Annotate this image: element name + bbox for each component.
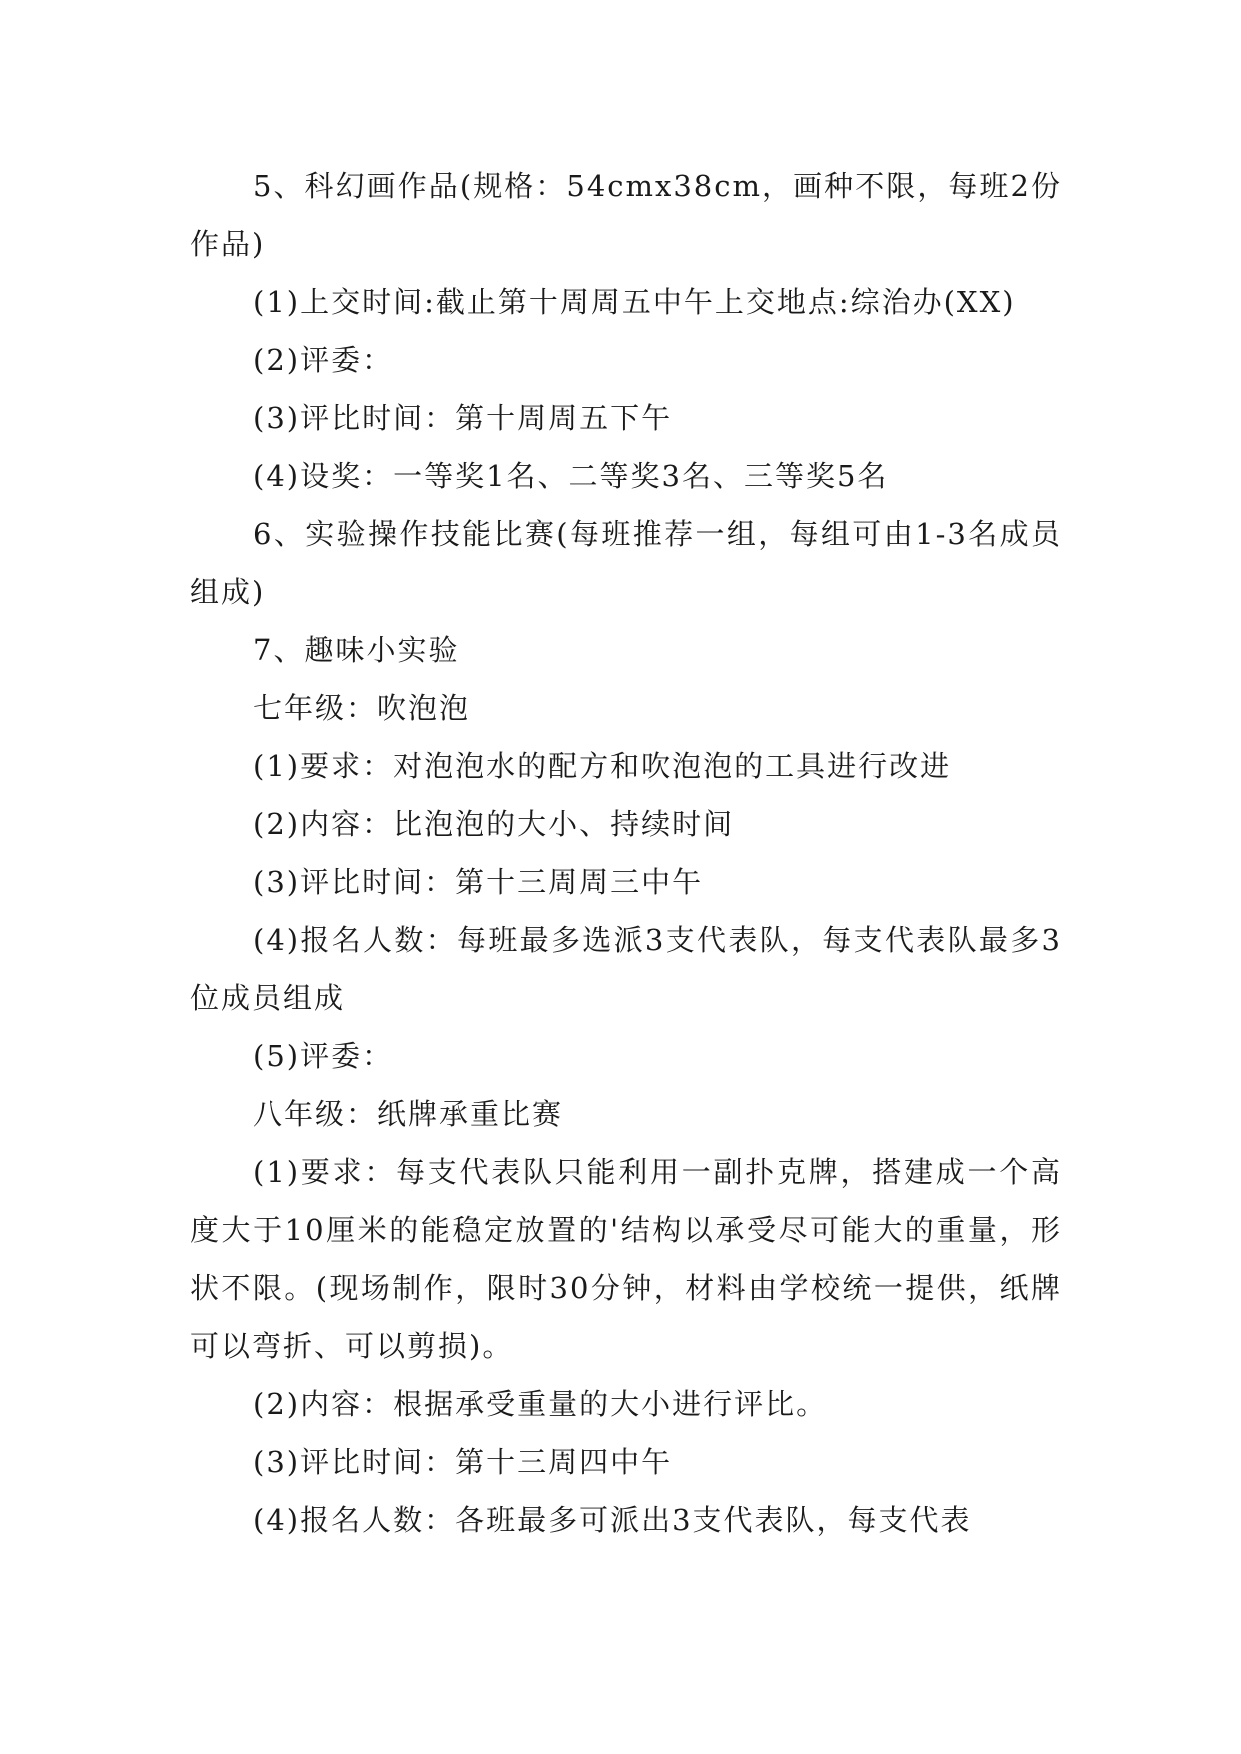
paragraph-grade-7-requirement: (1)要求：对泡泡水的配方和吹泡泡的工具进行改进 [253,749,952,783]
paragraph-item-7-fun-experiment: 7、趣味小实验 [253,633,460,667]
paragraph-grade-7-heading: 七年级：吹泡泡 [253,691,471,725]
paragraph-grade-7-registration: (4)报名人数：每班最多选派3支代表队，每支代表队最多3位成员组成 [190,923,1062,1015]
document-body [190,157,1062,1549]
paragraph-item-6-experiment-skills: 6、实验操作技能比赛(每班推荐一组，每组可由1-3名成员组成) [190,517,1062,609]
paragraph-grade-8-requirement: (1)要求：每支代表队只能利用一副扑克牌，搭建成一个高度大于10厘米的能稳定放置的'结构以承受尽可能大的重量，形状不限。(现场制作，限时30分钟，材料由学校统一提供，纸牌可以弯折、可以剪损)。 [190,1155,1062,1363]
paragraph-grade-7-content: (2)内容：比泡泡的大小、持续时间 [253,807,735,841]
paragraph-judging-time: (3)评比时间：第十周周五下午 [253,401,673,435]
paragraph-grade-8-registration: (4)报名人数：各班最多可派出3支代表队，每支代表 [253,1503,972,1537]
paragraph-grade-8-content: (2)内容：根据承受重量的大小进行评比。 [253,1387,828,1421]
paragraph-grade-7-judging-time: (3)评比时间：第十三周周三中午 [253,865,704,899]
paragraph-submission-time: (1)上交时间:截止第十周周五中午上交地点:综治办(XX) [253,285,1016,319]
paragraph-grade-8-judging-time: (3)评比时间：第十三周四中午 [253,1445,673,1479]
paragraph-grade-8-heading: 八年级：纸牌承重比赛 [253,1097,564,1131]
paragraph-item-5-science-fiction-painting: 5、科幻画作品(规格：54cmx38cm，画种不限，每班2份作品) [190,169,1062,261]
paragraph-judges: (2)评委： [253,343,394,377]
paragraph-grade-7-judges: (5)评委： [253,1039,394,1073]
paragraph-awards: (4)设奖：一等奖1名、二等奖3名、三等奖5名 [253,459,889,493]
